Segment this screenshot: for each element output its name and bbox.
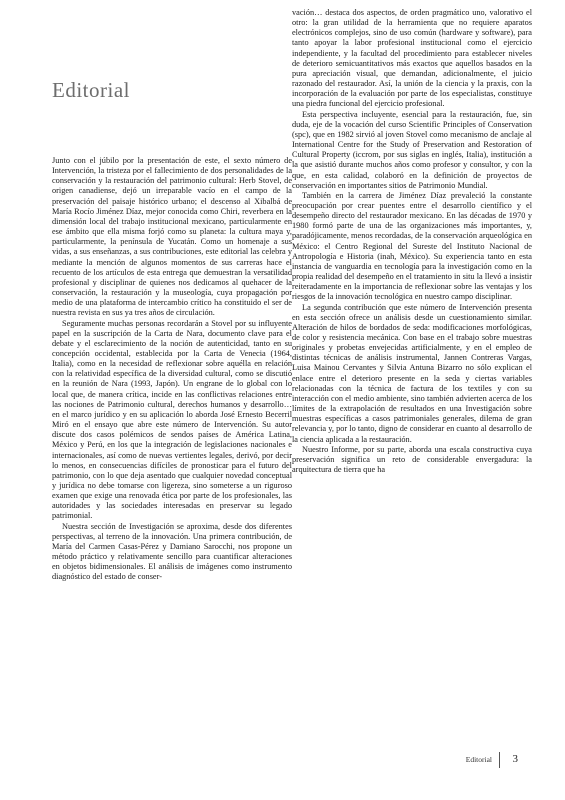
left-column [52,156,292,724]
page-title: Editorial [52,78,130,102]
footer-divider [499,752,500,768]
paragraph: vación… destaca dos aspectos, de orden pragmático uno, valorativo el otro: la gran utilidad de la herramienta que no requiere aparatos electrónicos complejos, sino de uso común (hardware y software), para tanto apoyar la labor profesional institucional como el ejercicio independiente, y la facultad del procedimiento para establecer niveles de deterioro semicuantitativos más exactos que aquellos basados en la pura apreciación visual, que demandan, adicionalmente, el juicio razonado del restaurador. Así, la unión de la ciencia y la praxis, con la incorporación de la evaluación por parte de los especialistas, constituye una piedra funcional del ejercicio profesional. [292,8,532,109]
paragraph: Esta perspectiva incluyente, esencial para la restauración, fue, sin duda, eje de la vocación del curso Scientific Principles of Conservation (spc), que en 1982 sirvió al joven Stovel como mecanismo de anclaje al International Centre for the Study of Preservation and Restoration of Cultural Property (iccrom, por sus siglas en inglés, Italia), institución a la que asistió durante muchos años como profesor y consultor, y con la que, en esta calidad, colaboró en la definición de proyectos de conservación en importantes sitios de Patrimonio Mundial. [292,109,532,190]
page-footer [410,752,520,768]
paragraph: También en la carrera de Jiménez Díaz prevaleció la constante preocupación por crear puentes entre el desarrollo científico y el desempeño directo del restaurador mexicano. En las décadas de 1970 y 1980 formó parte de una de las organizaciones más importantes, y, paradójicamente, menos recordadas, de la conservación arqueológica en México: el Centro Regional del Sureste del Instituto Nacional de Antropología e Historia (inah, México). Su experiencia tanto en esta instancia de vanguardia en tecnología para la investigación como en la propia realidad del desempeño en el tratamiento in situ la llevó a insistir reiteradamente en la importancia de reflexionar sobre las ventajas y los riesgos de la innovación tecnológica en nuestro campo disciplinar. [292,190,532,302]
right-column [292,8,532,724]
paragraph: Junto con el júbilo por la presentación de este, el sexto número de Intervención, la tristeza por el fallecimiento de dos personalidades de la conservación y la restauración del patrimonio cultural: Herb Stovel, de origen canadiense, dejó un irreparable vacío en el campo de la preservación del paisaje histórico urbano; el descenso al Xibalbá de María Rocío Jiménez Díaz, mejor conocida como Chiri, reverbera en la dimensión local del trabajo institucional mexicano, particularmente en ese ámbito que ella misma forjó como su planeta: la cultura maya y, particularmente, la península de Yucatán. Como un homenaje a sus vidas, a sus enseñanzas, a sus contribuciones, este editorial las celebra y mediante la mención de algunos momentos de sus carreras hace el recuento de los artículos de esta entrega que demuestran la versatilidad profesional y disciplinar de quienes nos dedicamos al quehacer de la conservación, la restauración y la museología, cuya propagación por medio de una plataforma de intercambio crítico ha constituido el ser de nuestra revista en sus ya tres años de circulación. [52,156,292,318]
footer-section-label: Editorial [465,755,492,764]
paragraph: Nuestro Informe, por su parte, aborda una escala constructiva cuya preservación significa un reto de considerable envergadura: la arquitectura de tierra que ha [292,444,532,475]
page-number: 3 [512,753,518,765]
paragraph: Nuestra sección de Investigación se aproxima, desde dos diferentes perspectivas, al terreno de la innovación. Una primera contribución, de María del Carmen Casas-Pérez y Damiano Sarocchi, nos propone un método práctico y relativamente sencillo para cuantificar alteraciones en objetos bidimensionales. El análisis de imágenes como instrumento diagnóstico del estado de conser- [52,521,292,582]
paragraph: Seguramente muchas personas recordarán a Stovel por su influyente papel en la suscripción de la Carta de Nara, documento clave para el debate y el esclarecimiento de la noción de autenticidad, tanto en su concepción occidental, establecida por la Carta de Venecia (1964, Italia), como en la necesidad de reflexionar sobre aquélla en relación con la relatividad específica de la diversidad cultural, como se discutió en la reunión de Nara (1993, Japón). Un engrane de lo global con lo local que, de manera crítica, incide en las conflictivas relaciones entre las nociones de Patrimonio cultural, derechos humanos y desarrollo… en el marco jurídico y en su aplicación lo aborda José Ernesto Becerril Miró en el ensayo que abre este número de Intervención. Su autor discute dos casos polémicos de sendos países de América Latina, México y Perú, en los que la integración de legislaciones nacionales e internacionales, así como de nuevas vertientes legales, derivó, por decir lo menos, en consecuencias difíciles de pronosticar para el futuro del patrimonio, con lo que deja asentado que cualquier novedad conceptual y jurídica no debe tomarse con ligereza, sino someterse a un riguroso examen que exige una renovada ética por parte de los profesionales, las autoridades y las sociedades interesadas en preservar su legado patrimonial. [52,318,292,521]
paragraph: La segunda contribución que este número de Intervención presenta en esta sección ofrece un análisis desde un cuestionamiento similar. Alteración de hilos de bordados de seda: modificaciones morfológicas, de color y resistencia mecánica. Con base en el trabajo sobre muestras originales y probetas envejecidas artificialmente, y en el empleo de distintas técnicas de análisis instrumental, Jannen Contreras Vargas, Luisa Mainou Cervantes y Silvia Antuna Bizarro no sólo explican el enlace entre el deterioro presente en la seda y ciertas variables relacionadas con la técnica de factura de los textiles y con su interacción con el medio ambiente, sino también advierten acerca de los límites de la extrapolación de resultados en una Investigación sobre muestras específicas a casos patrimoniales generales, dilema de gran relevancia y, por lo tanto, digno de considerar en cuanto al desarrollo de la ciencia aplicada a la restauración. [292,302,532,444]
